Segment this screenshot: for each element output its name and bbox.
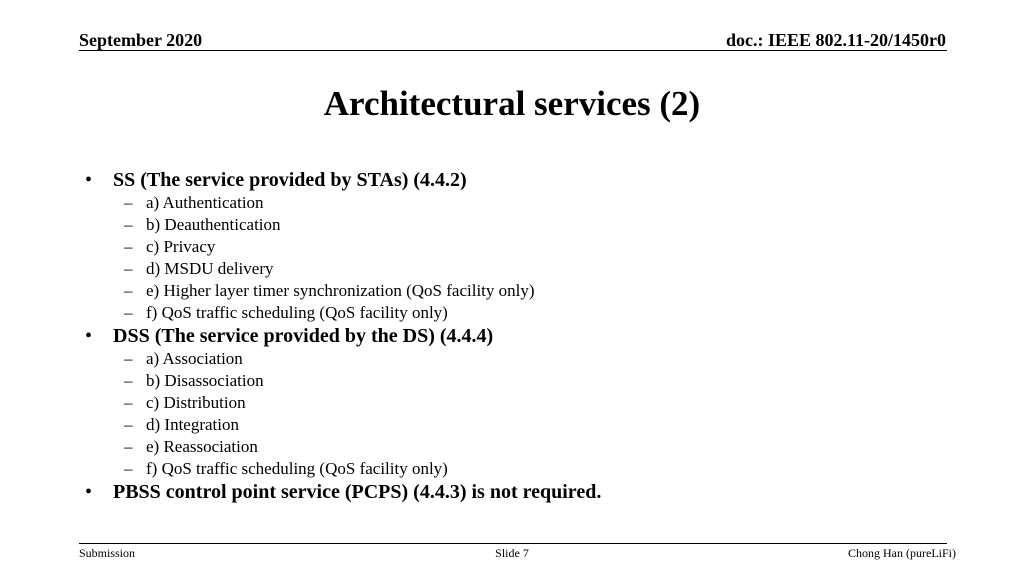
dash-icon: –	[124, 415, 133, 434]
dash-icon: –	[124, 215, 133, 234]
sub-item	[0, 258, 1024, 280]
footer-author: Chong Han (pureLiFi)	[848, 546, 956, 560]
bullet-text: PBSS control point service (PCPS) (4.4.3) is not required.	[113, 481, 602, 503]
bullet-text: DSS (The service provided by the DS) (4.4.4)	[113, 325, 494, 347]
bullet-icon: •	[85, 325, 93, 347]
sub-item-text: e) Higher layer timer synchronization (QoS facility only)	[146, 281, 535, 300]
footer-submission: Submission	[79, 546, 136, 560]
dash-icon: –	[124, 281, 133, 300]
sub-item-text: e) Reassociation	[146, 437, 258, 456]
dash-icon: –	[124, 393, 133, 412]
footer-slide-number: Slide 7	[495, 546, 529, 560]
header-date: September 2020	[79, 30, 203, 50]
header-divider	[79, 50, 947, 51]
sub-item-text: f) QoS traffic scheduling (QoS facility only)	[146, 459, 448, 478]
sub-item	[0, 302, 1024, 324]
dash-icon: –	[124, 193, 133, 212]
dash-icon: –	[124, 459, 133, 478]
sub-item-text: b) Disassociation	[146, 371, 264, 390]
sub-item	[0, 280, 1024, 302]
sub-item	[0, 414, 1024, 436]
bullet-icon: •	[85, 169, 93, 191]
sub-item-text: d) MSDU delivery	[146, 259, 274, 278]
dash-icon: –	[124, 259, 133, 278]
footer-divider	[79, 543, 947, 544]
dash-icon: –	[124, 349, 133, 368]
sub-item-text: d) Integration	[146, 415, 239, 434]
sub-item	[0, 370, 1024, 392]
bullet-icon: •	[85, 481, 93, 503]
sub-item-text: f) QoS traffic scheduling (QoS facility only)	[146, 303, 448, 322]
bullet-item	[0, 480, 1024, 504]
sub-item-text: a) Association	[146, 349, 243, 368]
sub-item	[0, 458, 1024, 480]
sub-item-text: a) Authentication	[146, 193, 264, 212]
sub-item	[0, 436, 1024, 458]
slide-body	[0, 168, 1024, 504]
dash-icon: –	[124, 237, 133, 256]
slide-title: Architectural services (2)	[323, 84, 701, 123]
dash-icon: –	[124, 437, 133, 456]
sub-item-text: c) Privacy	[146, 237, 216, 256]
bullet-text: SS (The service provided by STAs) (4.4.2)	[113, 169, 467, 191]
sub-item	[0, 214, 1024, 236]
header-doc-id: doc.: IEEE 802.11-20/1450r0	[725, 30, 946, 50]
sub-item	[0, 192, 1024, 214]
bullet-item	[0, 168, 1024, 192]
sub-item-text: b) Deauthentication	[146, 215, 281, 234]
dash-icon: –	[124, 371, 133, 390]
sub-item	[0, 348, 1024, 370]
sub-item	[0, 236, 1024, 258]
dash-icon: –	[124, 303, 133, 322]
sub-item-text: c) Distribution	[146, 393, 246, 412]
sub-item	[0, 392, 1024, 414]
bullet-item	[0, 324, 1024, 348]
